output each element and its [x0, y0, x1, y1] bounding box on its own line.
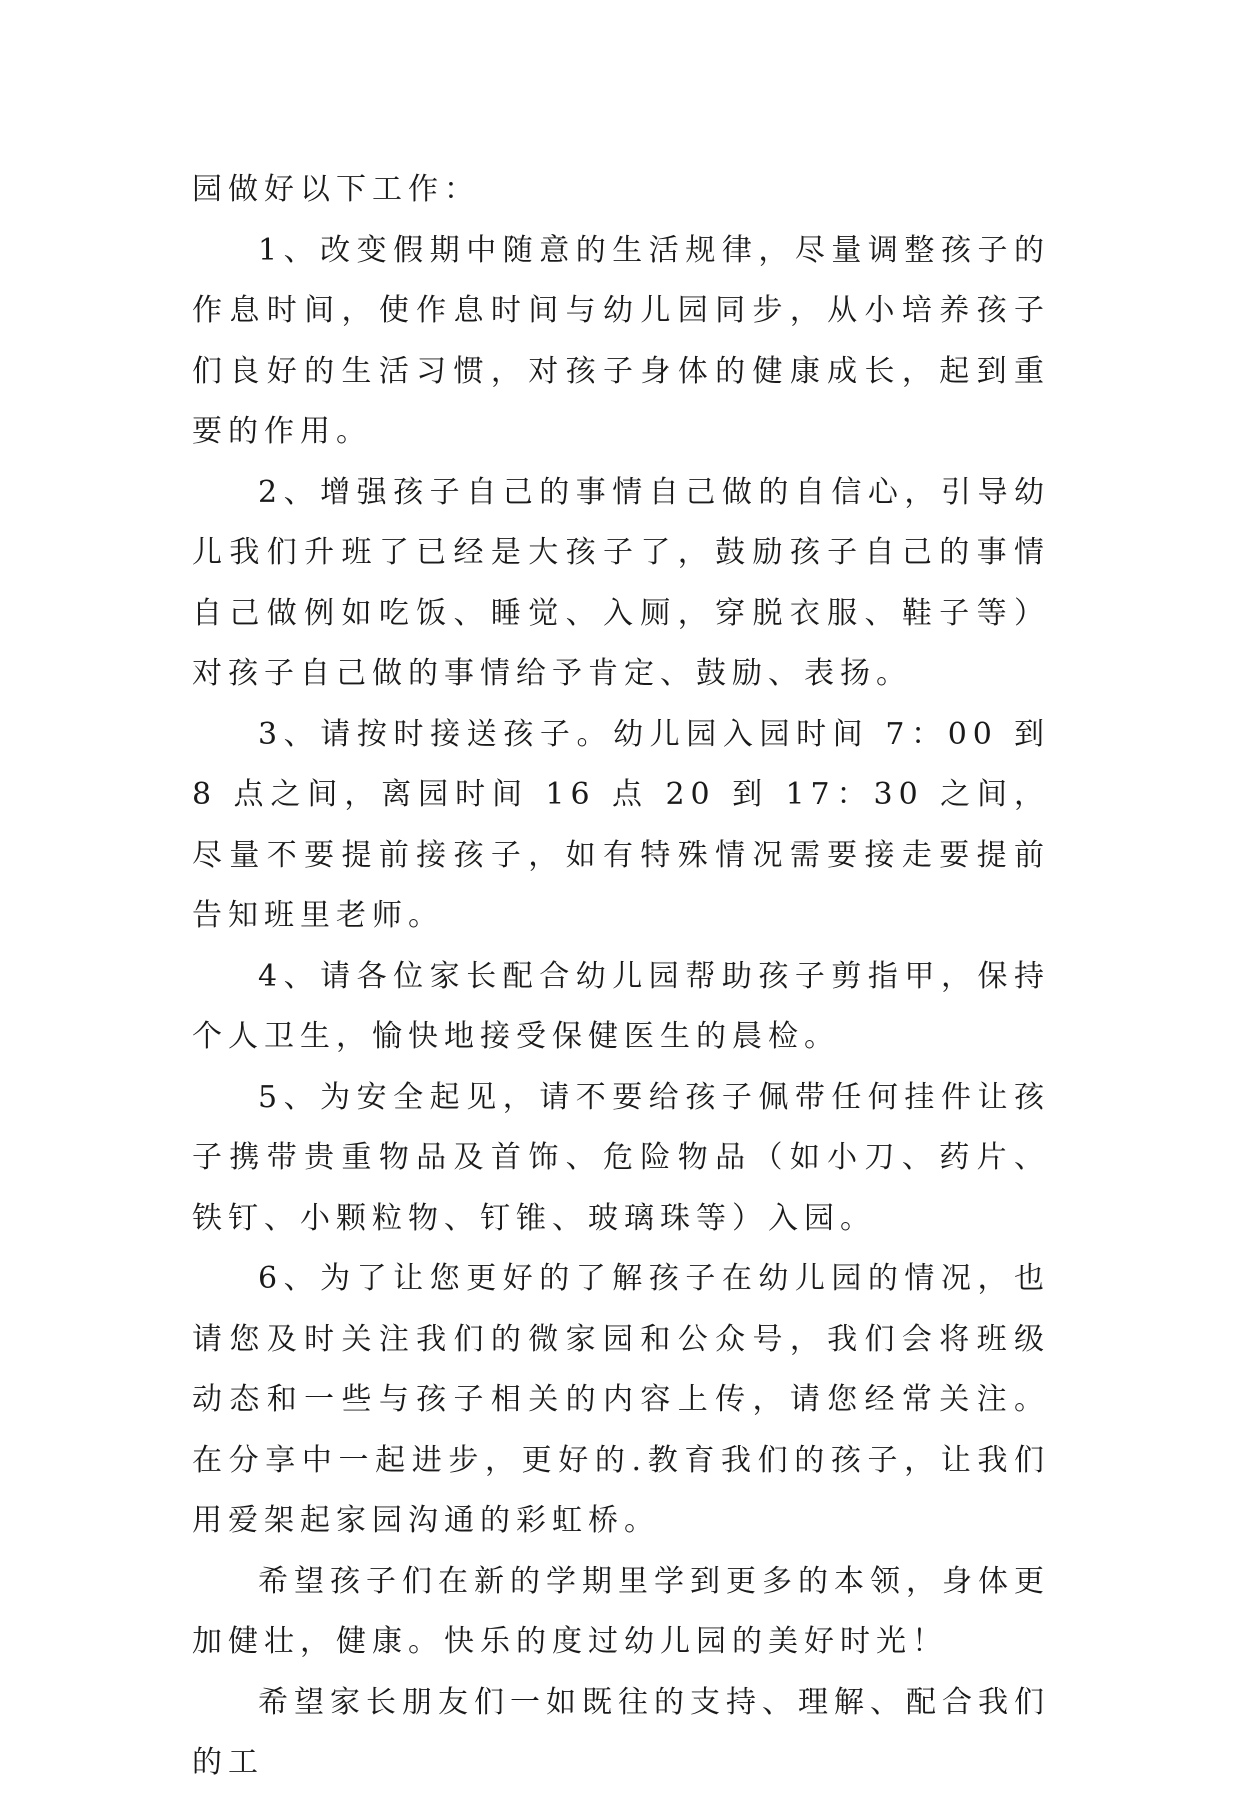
paragraph-item-4: 4、请各位家长配合幼儿园帮助孩子剪指甲，保持个人卫生，愉快地接受保健医生的晨检。 — [192, 958, 1050, 1054]
document-body — [192, 160, 1050, 1794]
paragraph-item-2: 2、增强孩子自己的事情自己做的自信心，引导幼儿我们升班了已经是大孩子了，鼓励孩子自己的事情自己做例如吃饭、睡觉、入厕，穿脱衣服、鞋子等）对孩子自己做的事情给予肯定、鼓励、表扬。 — [192, 474, 1050, 691]
paragraph-item-1: 1、改变假期中随意的生活规律，尽量调整孩子的作息时间，使作息时间与幼儿园同步，从小培养孩子们良好的生活习惯，对孩子身体的健康成长，起到重要的作用。 — [192, 232, 1050, 449]
paragraph-intro: 园做好以下工作： — [192, 172, 480, 207]
paragraph-item-5: 5、为安全起见，请不要给孩子佩带任何挂件让孩子携带贵重物品及首饰、危险物品（如小刀、药片、铁钉、小颗粒物、钉锥、玻璃珠等）入园。 — [192, 1079, 1050, 1236]
paragraph-item-6: 6、为了让您更好的了解孩子在幼儿园的情况，也请您及时关注我们的微家园和公众号，我们会将班级动态和一些与孩子相关的内容上传，请您经常关注。在分享中一起进步，更好的.教育我们的孩子，让我们用爱架起家园沟通的彩虹桥。 — [192, 1261, 1050, 1538]
paragraph-item-3: 3、请按时接送孩子。幼儿园入园时间 7：00 到 8 点之间，离园时间 16 点 20 到 17：30 之间，尽量不要提前接孩子，如有特殊情况需要接走要提前告知班里老师。 — [192, 716, 1050, 933]
paragraph-wish-parents: 希望家长朋友们一如既往的支持、理解、配合我们的工 — [192, 1684, 1050, 1780]
paragraph-wish-children: 希望孩子们在新的学期里学到更多的本领，身体更加健壮，健康。快乐的度过幼儿园的美好时光！ — [192, 1563, 1050, 1659]
